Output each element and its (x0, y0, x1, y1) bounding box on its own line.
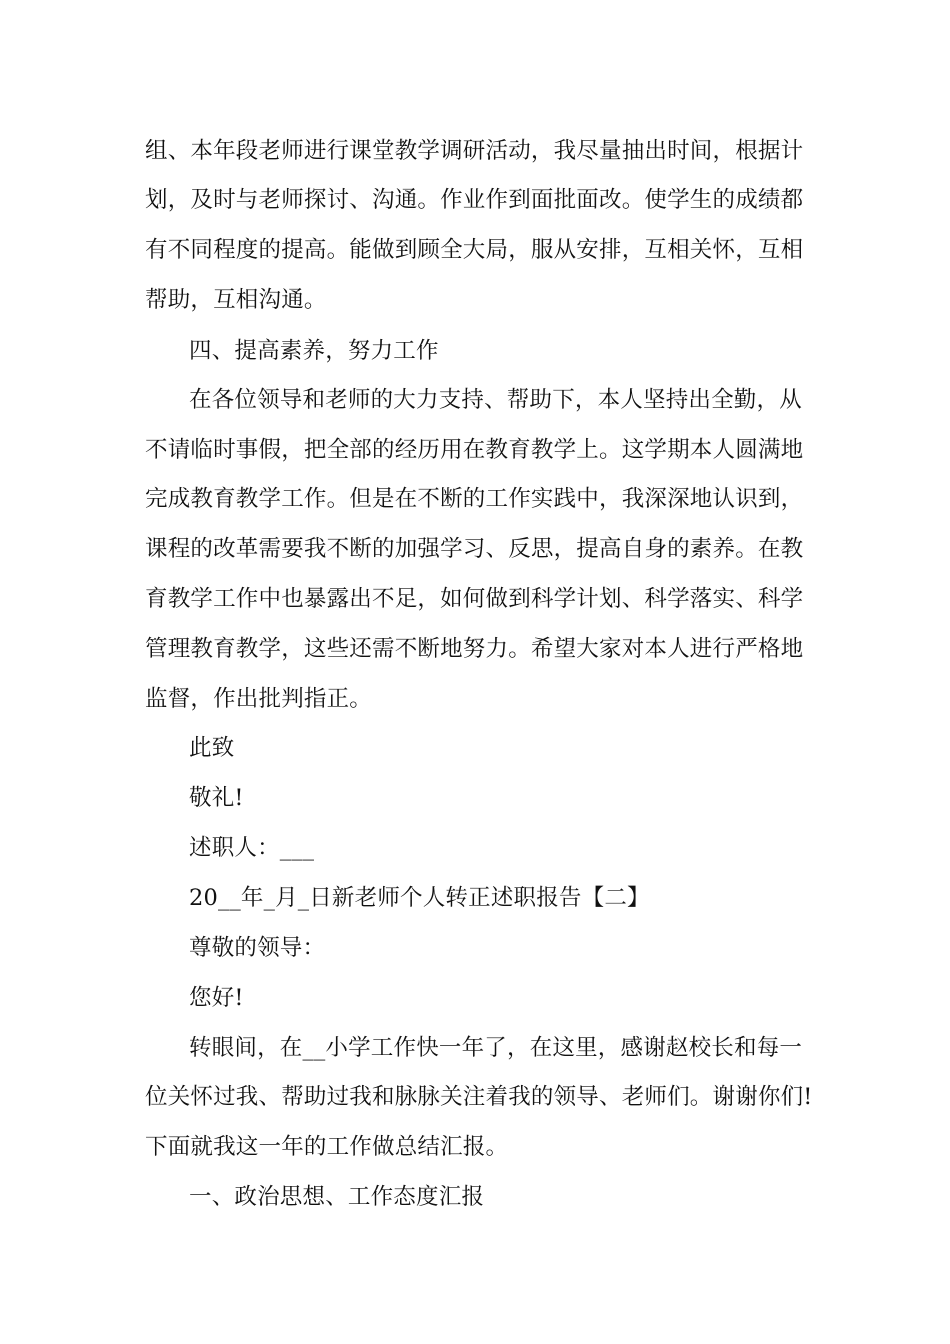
paragraph-line: 育教学工作中也暴露出不足，如何做到科学计划、科学落实、科学 (145, 586, 804, 612)
paragraph-line: 在各位领导和老师的大力支持、帮助下，本人坚持出全勤，从 (189, 387, 802, 413)
document-title: 20__年_月_日新老师个人转正述职报告【二】 (189, 885, 650, 911)
paragraph-line: 帮助，互相沟通。 (145, 287, 327, 313)
section-heading: 一、政治思想、工作态度汇报 (189, 1184, 485, 1210)
paragraph-line: 下面就我这一年的工作做总结汇报。 (145, 1134, 509, 1160)
paragraph-line: 课程的改革需要我不断的加强学习、反思，提高自身的素养。在教 (145, 536, 804, 562)
closing-salutation: 此致 (189, 735, 235, 761)
paragraph-line: 转眼间，在__小学工作快一年了，在这里，感谢赵校长和每一 (189, 1035, 803, 1061)
greeting: 尊敬的领导： (189, 935, 326, 961)
closing-regards: 敬礼! (189, 785, 244, 811)
paragraph-line: 位关怀过我、帮助过我和脉脉关注着我的领导、老师们。谢谢你们! (145, 1084, 813, 1110)
greeting: 您好! (189, 985, 244, 1011)
signature-line: 述职人：___ (189, 835, 315, 861)
paragraph-line: 有不同程度的提高。能做到顾全大局，服从安排，互相关怀，互相 (145, 237, 804, 263)
section-heading: 四、提高素养，努力工作 (189, 338, 439, 364)
paragraph-line: 划，及时与老师探讨、沟通。作业作到面批面改。使学生的成绩都 (145, 187, 804, 213)
paragraph-line: 完成教育教学工作。但是在不断的工作实践中，我深深地认识到， (145, 486, 804, 512)
paragraph-line: 组、本年段老师进行课堂教学调研活动，我尽量抽出时间，根据计 (145, 138, 804, 164)
paragraph-line: 监督，作出批判指正。 (145, 686, 373, 712)
paragraph-line: 不请临时事假，把全部的经历用在教育教学上。这学期本人圆满地 (145, 437, 804, 463)
paragraph-line: 管理教育教学，这些还需不断地努力。希望大家对本人进行严格地 (145, 636, 804, 662)
